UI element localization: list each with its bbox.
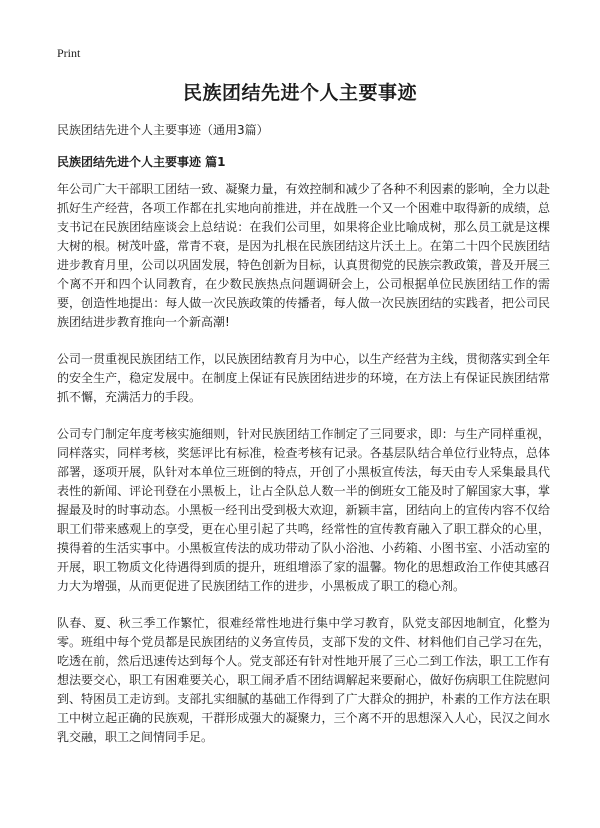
paragraph-2: 公司一贯重视民族团结工作，以民族团结教育月为中心，以生产经营为主线，贯彻落实到全年的安全生产，稳定发展中。在制度上保证有民族团结进步的环境，在方法上有保证民族团结常抓不懈，充满活力的手段。 xyxy=(57,352,550,404)
paragraph-3: 公司专门制定年度考核实施细则，针对民族团结工作制定了三同要求，即：与生产同样重视，同样落实，同样考核，奖惩评比有标准，检查考核有记录。各基层队结合单位行业特点，总体部署，逐项开展，队针对本单位三班倒的特点，开创了小黑板宣传法，每天由专人采集最具代表性的新闻、评论刊登在小黑板上，让占全队总人数一半的倒班女工能及时了解国家大事，掌握最及时的时事动态。小黑板一经刊出受到极大欢迎，新颖丰富，团结向上的宣传内容不仅给职工们带来感观上的享受，更在心里引起了共鸣，经常性的宣传教育融入了职工群众的心里，摸得着的生活实事中。小黑板宣传法的成功带动了队小浴池、小药箱、小图书室、小活动室的开展，职工物质文化待遇得到质的提升，班组增添了家的温馨。物化的思想政治工作使其感召力大为增强，从而更促进了民族团结工作的进步，小黑板成了职工的稳心剂。 xyxy=(57,427,550,593)
page-title: 民族团结先进个人主要事迹 xyxy=(182,82,417,104)
section-heading: 民族团结先进个人主要事迹 篇1 xyxy=(57,155,226,169)
document-subtitle: 民族团结先进个人主要事迹（通用3篇） xyxy=(57,123,269,137)
paragraph-1: 年公司广大干部职工团结一致、凝聚力量，有效控制和减少了各种不利因素的影响，全力以赴抓好生产经营，各项工作都在扎实地向前推进，并在战胜一个又一个困难中取得新的成绩，总支书记在民族团结座谈会上总结说：在我们公司里，如果将企业比喻成树，那么员工就是这棵大树的根。树茂叶盛，常青不衰，是因为扎根在民族团结这片沃土上。在第二十四个民族团结进步教育月里，公司以巩固发展，特色创新为目标，认真贯彻党的民族宗教政策，普及开展三个离不开和四个认同教育，在少数民族热点问题调研会上，公司根据单位民族团结工作的需要，创造性地提出：每人做一次民族政策的传播者，每人做一次民族团结的实践者，把公司民族团结进步教育推向一个新高潮! xyxy=(57,182,550,329)
print-link[interactable]: Print xyxy=(57,46,81,60)
article-body xyxy=(57,180,550,765)
paragraph-4: 队春、夏、秋三季工作繁忙，很难经常性地进行集中学习教育，队党支部因地制宜，化整为零。班组中每个党员都是民族团结的义务宣传员，支部下发的文件、材料他们自己学习在先，吃透在前，然后迅速传达到每个人。党支部还有针对性地开展了三心二到工作法，职工工作有想法要交心，职工有困难要关心，职工闹矛盾不团结调解起来要耐心，做好伤病职工住院慰问到、特困员工走访到。支部扎实细腻的基础工作得到了广大群众的拥护，朴素的工作方法在职工中树立起正确的民族观，干群形成强大的凝聚力，三个离不开的思想深入人心，民汉之间水乳交融，职工之间情同手足。 xyxy=(57,616,550,744)
